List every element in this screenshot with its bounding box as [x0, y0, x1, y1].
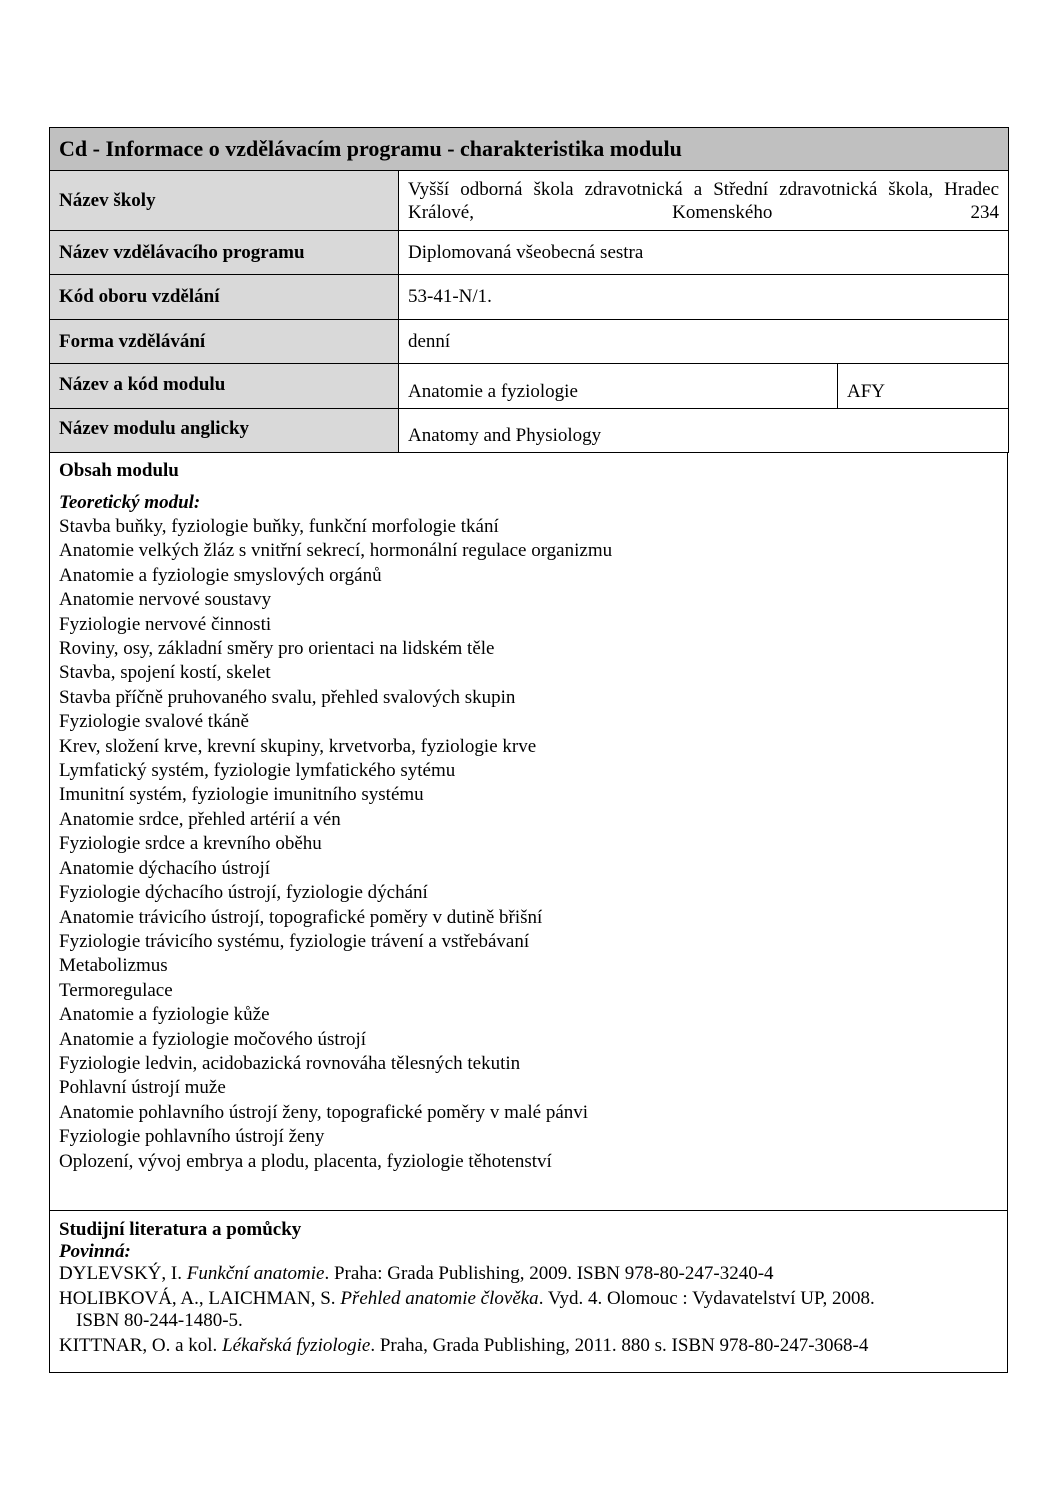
literature-title: Lékařská fyziologie — [222, 1334, 371, 1356]
topic-item: Fyziologie ledvin, acidobazická rovnováha tělesných tekutin — [59, 1052, 521, 1074]
topic-item: Fyziologie svalové tkáně — [59, 711, 249, 733]
school-value: Vyšší odborná škola zdravotnická a Střední zdravotnická škola, Hradec Králové, Komenského 234 — [399, 171, 1009, 231]
topic-item: Anatomie trávicího ústrojí, topografické poměry v dutině břišní — [59, 906, 543, 928]
module-code-value: AFY — [838, 364, 1009, 409]
topic-item: Fyziologie nervové činnosti — [59, 613, 272, 635]
module-label: Název a kód modulu — [50, 364, 399, 409]
module-en-label: Název modulu anglicky — [50, 409, 399, 453]
topic-item: Roviny, osy, základní směry pro orientaci na lidském těle — [59, 638, 495, 660]
school-label: Název školy — [50, 171, 399, 231]
form-value: denní — [399, 320, 1009, 364]
topic-item: Fyziologie trávicího systému, fyziologie trávení a vstřebávaní — [59, 930, 530, 952]
literature-section — [49, 1211, 1008, 1373]
topic-item: Anatomie nervové soustavy — [59, 589, 272, 611]
field-code-label: Kód oboru vzdělání — [50, 275, 399, 320]
topic-item: Lymfatický systém, fyziologie lymfatického sytému — [59, 760, 456, 782]
topic-item: Krev, složení krve, krevní skupiny, krvetvorba, fyziologie krve — [59, 735, 537, 757]
module-en-value: Anatomy and Physiology — [399, 409, 1009, 453]
topic-list — [59, 515, 998, 1174]
form-label: Forma vzdělávání — [50, 320, 399, 364]
module-name-value: Anatomie a fyziologie — [399, 364, 838, 409]
topic-item: Anatomie a fyziologie smyslových orgánů — [59, 564, 382, 586]
topic-item: Anatomie srdce, přehled artérií a vén — [59, 808, 341, 830]
literature-item — [59, 1335, 998, 1358]
topic-item: Anatomie a fyziologie kůže — [59, 1004, 270, 1026]
topic-item: Stavba buňky, fyziologie buňky, funkční morfologie tkání — [59, 516, 499, 537]
literature-authors: KITTNAR, O. a kol. — [59, 1334, 223, 1356]
content-subheading: Teoretický modul: — [59, 492, 201, 513]
module-sheet — [49, 127, 1008, 1373]
literature-authors: DYLEVSKÝ, I. — [59, 1263, 187, 1284]
topic-item: Fyziologie srdce a krevního oběhu — [59, 833, 322, 855]
topic-item: Anatomie a fyziologie močového ústrojí — [59, 1028, 367, 1050]
module-info-table — [49, 127, 1009, 453]
topic-item: Stavba příčně pruhovaného svalu, přehled svalových skupin — [59, 686, 516, 708]
literature-title: Přehled anatomie člověka — [340, 1287, 539, 1309]
topic-item: Fyziologie pohlavního ústrojí ženy — [59, 1126, 325, 1148]
topic-item: Fyziologie dýchacího ústrojí, fyziologie dýchání — [59, 882, 428, 904]
literature-details-continued: ISBN 80-244-1480-5. — [76, 1310, 243, 1331]
content-heading: Obsah modulu — [59, 460, 179, 481]
topic-item: Anatomie pohlavního ústrojí ženy, topografické poměry v malé pánvi — [59, 1101, 589, 1123]
literature-list — [59, 1263, 998, 1357]
topic-item: Anatomie dýchacího ústrojí — [59, 857, 271, 879]
literature-item — [59, 1263, 998, 1286]
literature-heading: Studijní literatura a pomůcky — [59, 1219, 302, 1240]
literature-details: . Vyd. 4. Olomouc : Vydavatelství UP, 2008. — [538, 1287, 875, 1309]
literature-authors: HOLIBKOVÁ, A., LAICHMAN, S. — [59, 1287, 341, 1309]
topic-item: Pohlavní ústrojí muže — [59, 1077, 226, 1099]
topic-item: Anatomie velkých žláz s vnitřní sekrecí, hormonální regulace organizmu — [59, 540, 613, 562]
topic-item: Imunitní systém, fyziologie imunitního systému — [59, 784, 424, 806]
topic-item: Termoregulace — [59, 979, 173, 1001]
literature-details: . Praha, Grada Publishing, 2011. 880 s. ISBN 978-80-247-3068-4 — [370, 1334, 869, 1356]
field-code-value: 53-41-N/1. — [399, 275, 1009, 320]
literature-title: Funkční anatomie — [186, 1263, 325, 1284]
topic-item: Stavba, spojení kostí, skelet — [59, 662, 271, 684]
literature-subheading: Povinná: — [59, 1241, 131, 1262]
topic-item: Metabolizmus — [59, 955, 168, 977]
sheet-title: Cd - Informace o vzdělávacím programu - charakteristika modulu — [50, 128, 1009, 171]
literature-details: . Praha: Grada Publishing, 2009. ISBN 978-80-247-3240-4 — [324, 1263, 774, 1284]
topic-item: Oplození, vývoj embrya a plodu, placenta, fyziologie těhotenství — [59, 1150, 552, 1172]
literature-item — [59, 1288, 998, 1333]
program-value: Diplomovaná všeobecná sestra — [399, 231, 1009, 275]
program-label: Název vzdělávacího programu — [50, 231, 399, 275]
module-content-section — [49, 453, 1008, 1211]
